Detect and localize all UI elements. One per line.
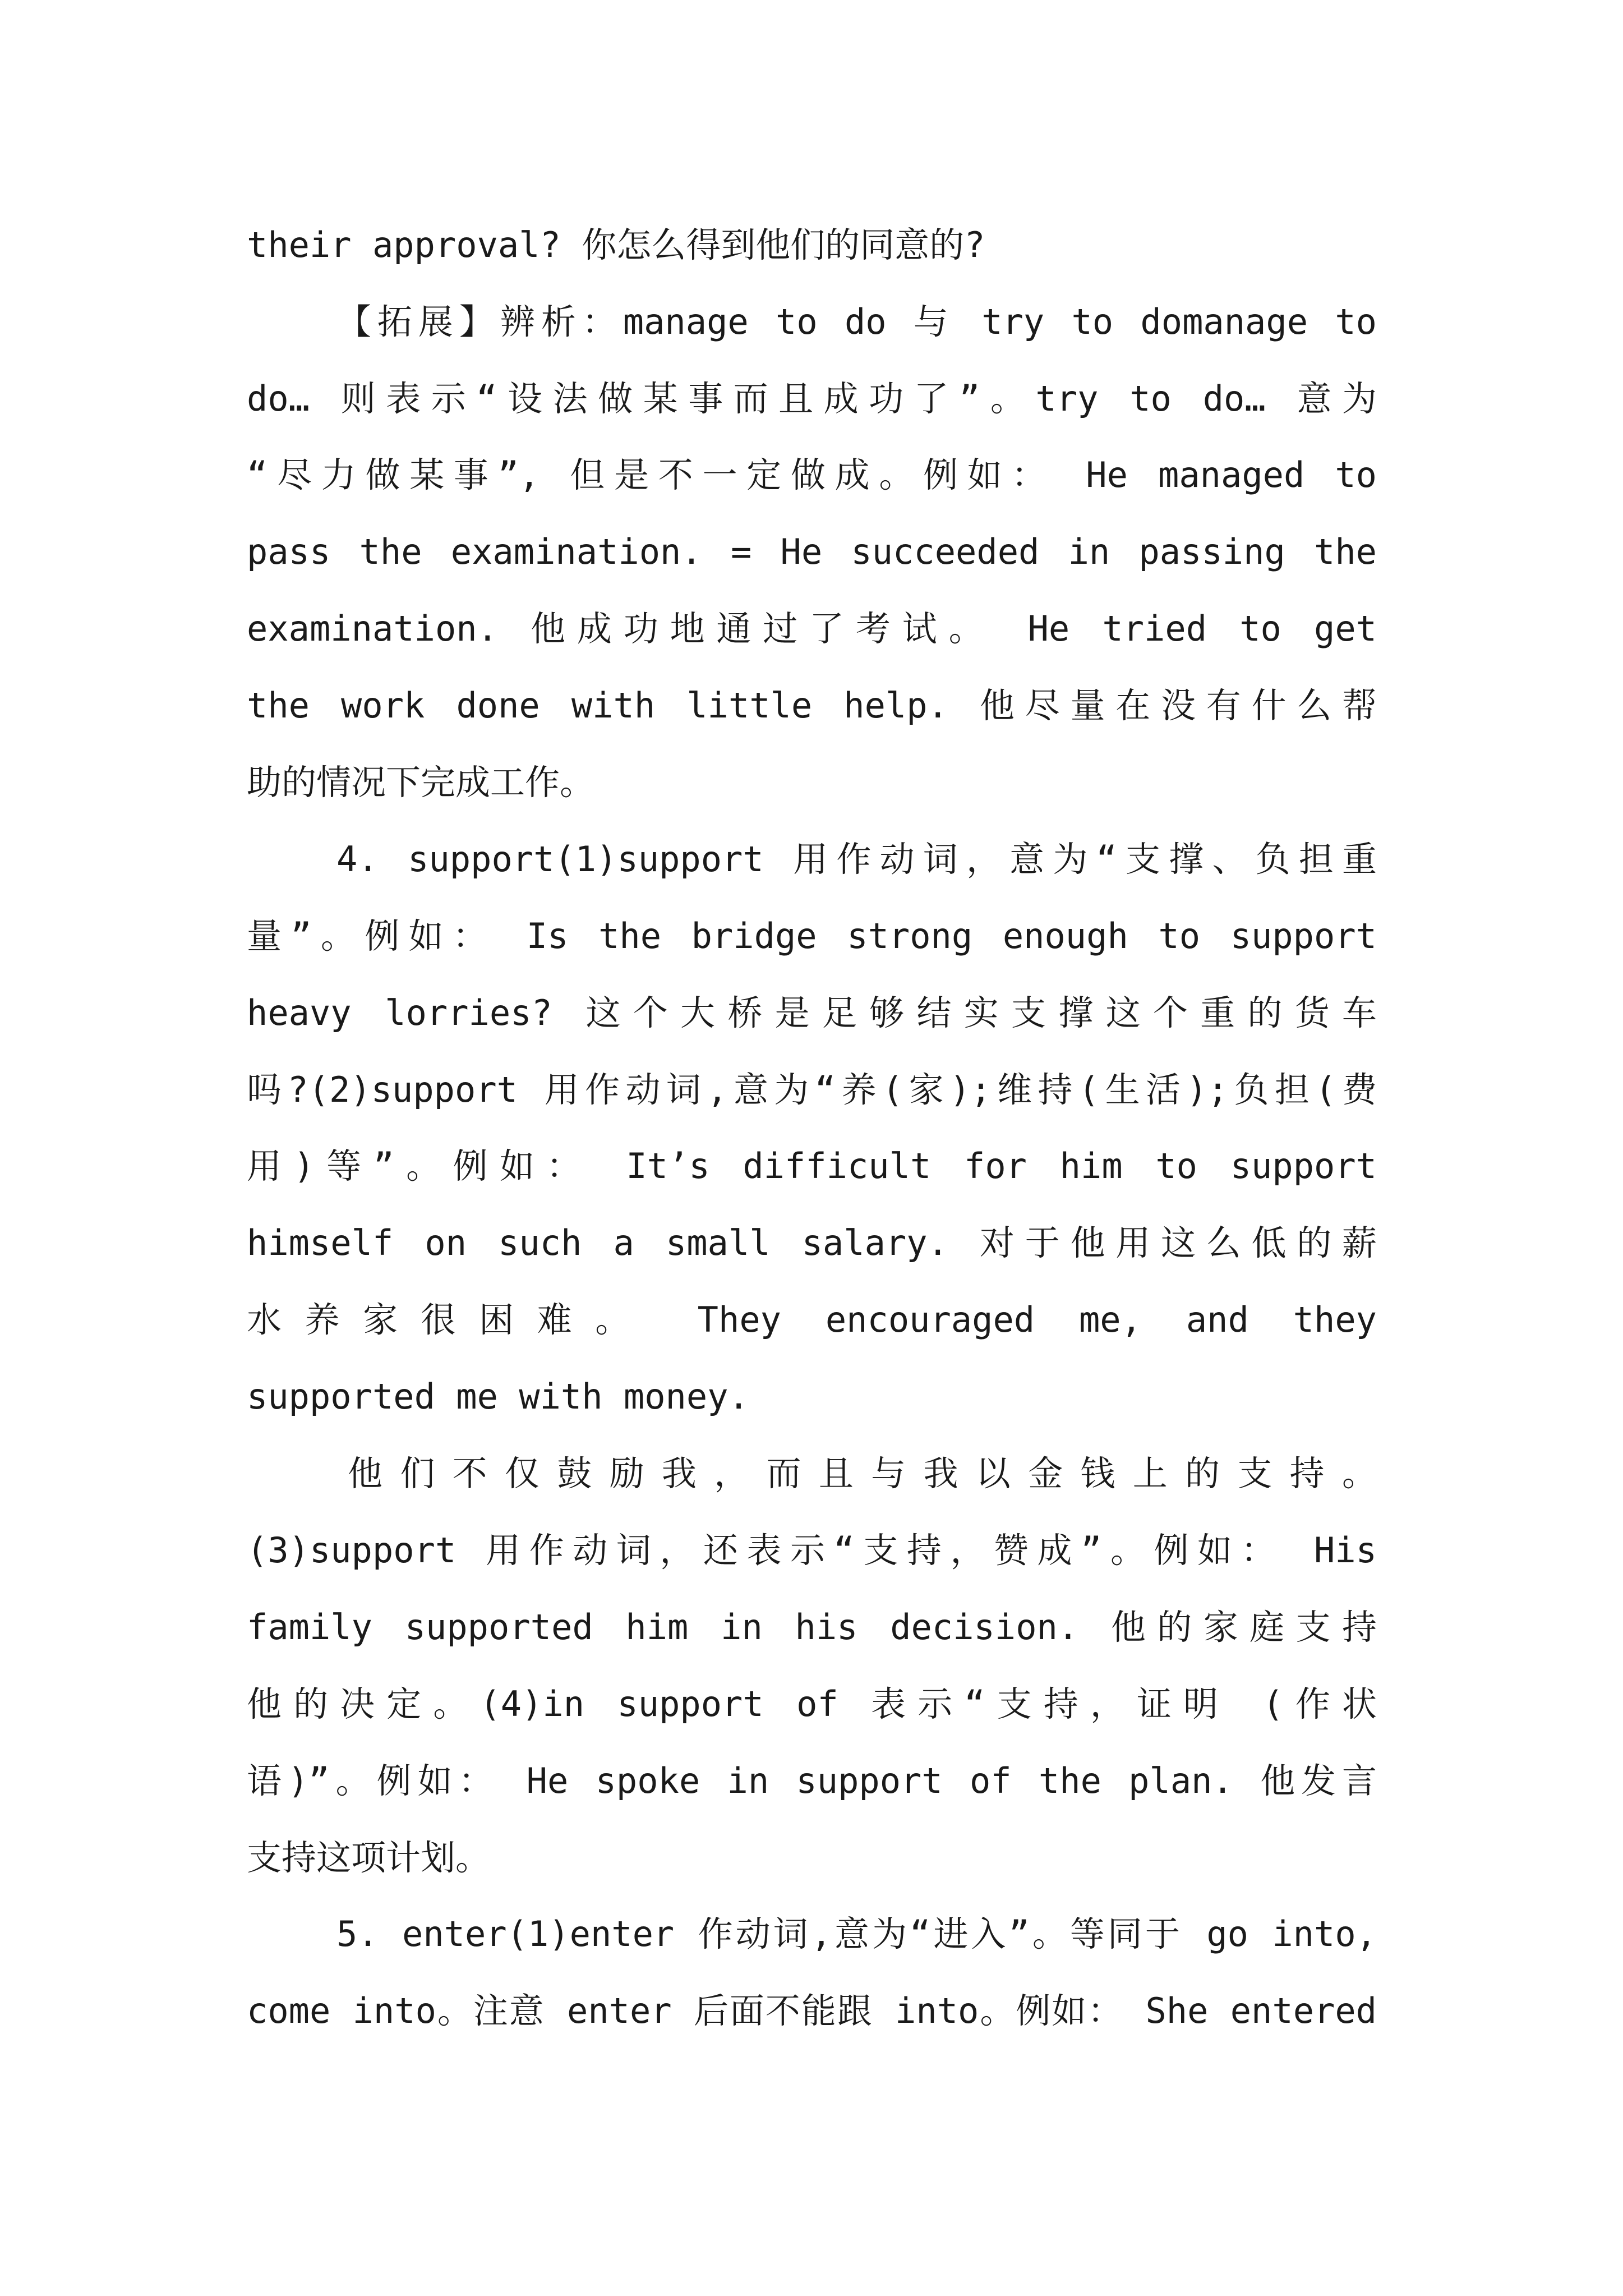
text-line-23: 5. enter(1)enter 作动词,意为“进入”。等同于 go into,	[336, 1913, 1377, 1954]
text-line-13: 用)等”。例如： It’s difficult for him to support	[247, 1145, 1377, 1186]
text-line-22: 支持这项计划。	[247, 1837, 491, 1878]
text-line-2: 【拓展】辨析：manage to do 与 try to domanage to	[336, 301, 1377, 342]
text-line-15: 水养家很困难。 They encouraged me, and they	[247, 1299, 1377, 1340]
text-line-5: pass the examination. = He succeeded in passing the	[247, 531, 1377, 572]
text-line-11: heavy lorries? 这个大桥是足够结实支撑这个重的货车	[247, 992, 1377, 1033]
text-line-18: (3)support 用作动词，还表示“支持，赞成”。例如： His	[247, 1530, 1377, 1571]
text-line-12: 吗?(2)support 用作动词,意为“养(家);维持(生活);负担(费	[247, 1069, 1377, 1110]
text-line-6: examination. 他成功地通过了考试。 He tried to get	[247, 608, 1377, 649]
text-line-20: 他的决定。(4)in support of 表示“支持，证明 (作状	[247, 1683, 1377, 1724]
text-line-17: 他们不仅鼓励我，而且与我以金钱上的支持。	[348, 1453, 1377, 1494]
text-line-10: 量”。例如： Is the bridge strong enough to support	[247, 915, 1377, 956]
text-line-21: 语)”。例如： He spoke in support of the plan. 他发言	[247, 1760, 1377, 1801]
text-line-1: their approval? 你怎么得到他们的同意的?	[247, 224, 985, 265]
text-line-9: 4. support(1)support 用作动词，意为“支撑、负担重	[336, 839, 1377, 880]
text-line-24: come into。注意 enter 后面不能跟 into。例如： She entered	[247, 1990, 1377, 2031]
text-line-4: “尽力做某事”, 但是不一定做成。例如： He managed to	[247, 454, 1377, 495]
text-line-16: supported me with money.	[247, 1376, 749, 1417]
text-line-3: do… 则表示“设法做某事而且成功了”。try to do… 意为	[247, 378, 1377, 419]
text-line-19: family supported him in his decision. 他的家庭支持	[247, 1607, 1377, 1648]
text-line-8: 助的情况下完成工作。	[247, 762, 595, 803]
text-line-7: the work done with little help. 他尽量在没有什么帮	[247, 685, 1377, 726]
text-line-14: himself on such a small salary. 对于他用这么低的薪	[247, 1222, 1377, 1263]
